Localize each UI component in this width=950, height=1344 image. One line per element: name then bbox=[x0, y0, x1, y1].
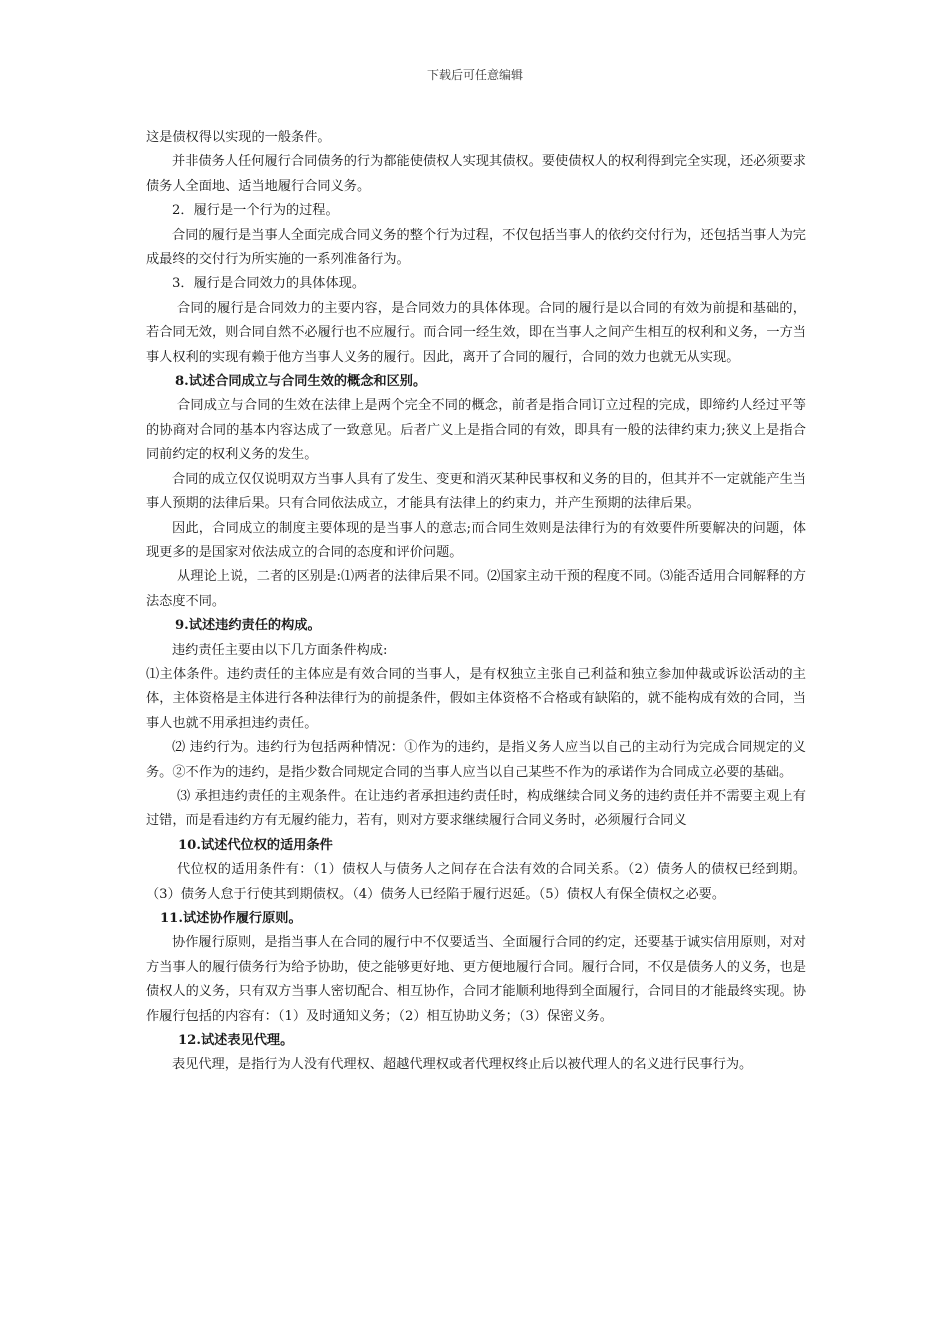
paragraph: 代位权的适用条件有：（1）债权人与债务人之间存在合法有效的合同关系。（2）债务人的债权已经到期。（3）债务人怠于行使其到期债权。（4）债务人已经陷于履行迟延。（5）债权人有保全债权之必要。 bbox=[146, 862, 806, 902]
paragraph: 合同的履行是合同效力的主要内容，是合同效力的具体体现。合同的履行是以合同的有效为前提和基础的，若合同无效，则合同自然不必履行也不应履行。而合同一经生效，即在当事人之间产生相互的权利和义务，一方当事人权利的实现有赖于他方当事人义务的履行。因此，离开了合同的履行，合同的效力也就无从实现。 bbox=[146, 300, 806, 365]
paragraph: 因此，合同成立的制度主要体现的是当事人的意志;而合同生效则是法律行为的有效要件所要解决的问题，体现更多的是国家对依法成立的合同的态度和评价问题。 bbox=[146, 520, 806, 560]
paragraph: 这是债权得以实现的一般条件。 bbox=[146, 130, 331, 145]
section-heading: 8.试述合同成立与合同生效的概念和区别。 bbox=[175, 374, 427, 390]
page-header: 下载后可任意编辑 bbox=[426, 68, 523, 82]
section-heading: 10.试述代位权的适用条件 bbox=[178, 837, 333, 853]
paragraph: 表见代理，是指行为人没有代理权、超越代理权或者代理权终止后以被代理人的名义进行民事行为。 bbox=[172, 1057, 753, 1073]
paragraph: 合同的履行是当事人全面完成合同义务的整个行为过程，不仅包括当事人的依约交付行为，还包括当事人为完成最终的交付行为所实施的一系列准备行为。 bbox=[146, 227, 806, 268]
document-body bbox=[146, 126, 806, 1078]
list-item: 3．履行是合同效力的具体体现。 bbox=[172, 276, 366, 292]
paragraph: ⑶ 承担违约责任的主观条件。在让违约者承担违约责任时，构成继续合同义务的违约责任并不需要主观上有过错，而是看违约方有无履约能力，若有，则对方要求继续履行合同义务时，必须履行合同义 bbox=[146, 788, 806, 829]
paragraph: ⑵ 违约行为。违约行为包括两种情况：①作为的违约，是指义务人应当以自己的主动行为完成合同规定的义务。②不作为的违约，是指少数合同规定合同的当事人应当以自己某些不作为的承诺作为合同成立必要的基础。 bbox=[146, 740, 806, 780]
section-heading: 9.试述违约责任的构成。 bbox=[175, 618, 321, 634]
section-heading: 11.试述协作履行原则。 bbox=[160, 911, 302, 926]
section-heading: 12.试述表见代理。 bbox=[178, 1033, 294, 1049]
paragraph: 合同的成立仅仅说明双方当事人具有了发生、变更和消灭某种民事权和义务的目的，但其并不一定就能产生当事人预期的法律后果。只有合同依法成立，才能具有法律上的约束力，并产生预期的法律后果。 bbox=[146, 471, 806, 512]
paragraph: 协作履行原则，是指当事人在合同的履行中不仅要适当、全面履行合同的约定，还要基于诚实信用原则，对对方当事人的履行债务行为给予协助，使之能够更好地、更方便地履行合同。履行合同，不仅是债务人的义务，也是债权人的义务，只有双方当事人密切配合、相互协作，合同才能顺利地得到全面履行，合同目的才能最终实现。协作履行包括的内容有：（1）及时通知义务；（2）相互协助义务；（3）保密义务。 bbox=[146, 935, 806, 1024]
paragraph: 并非债务人任何履行合同债务的行为都能使债权人实现其债权。要使债权人的权利得到完全实现，还必须要求债务人全面地、适当地履行合同义务。 bbox=[146, 154, 806, 194]
paragraph: 合同成立与合同的生效在法律上是两个完全不同的概念，前者是指合同订立过程的完成，即缔约人经过平等的协商对合同的基本内容达成了一致意见。后者广义上是指合同的有效，即具有一般的法律约束力;狭义上是指合同前约定的权利义务的发生。 bbox=[146, 398, 806, 463]
paragraph: 从理论上说，二者的区别是:⑴两者的法律后果不同。⑵国家主动干预的程度不同。⑶能否适用合同解释的方法态度不同。 bbox=[146, 569, 806, 609]
paragraph: ⑴主体条件。违约责任的主体应是有效合同的当事人，是有权独立主张自己利益和独立参加仲裁或诉讼活动的主体，主体资格是主体进行各种法律行为的前提条件，假如主体资格不合格或有缺陷的，就不能构成有效的合同，当事人也就不用承担违约责任。 bbox=[146, 666, 806, 731]
list-item: 2．履行是一个行为的过程。 bbox=[172, 203, 339, 219]
paragraph: 违约责任主要由以下几方面条件构成: bbox=[172, 642, 388, 658]
